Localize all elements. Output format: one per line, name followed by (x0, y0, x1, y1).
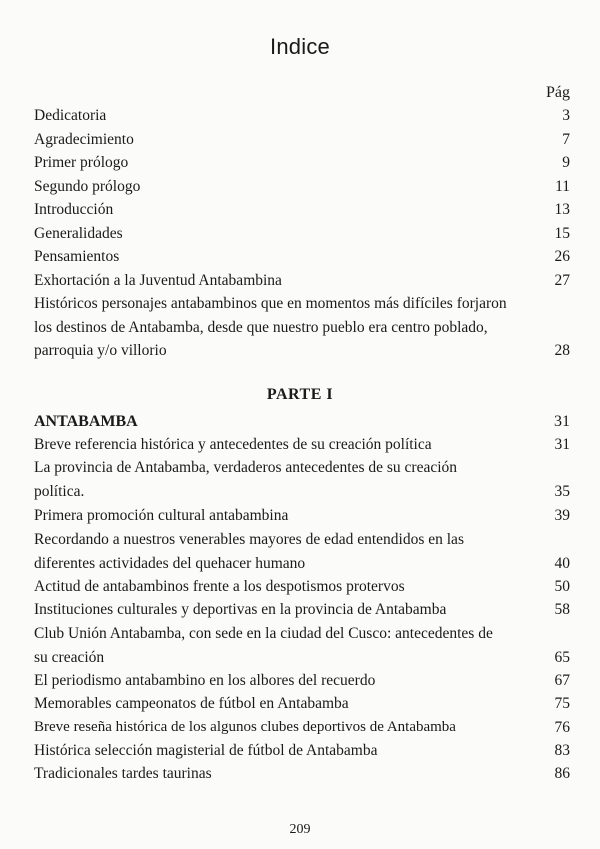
toc-entry (34, 292, 570, 363)
toc-entry (34, 598, 570, 622)
toc-entry-page: 35 (554, 482, 570, 500)
toc-entry (34, 245, 570, 269)
toc-entry-page: 83 (554, 742, 570, 759)
toc-entry-page: 39 (554, 507, 570, 524)
toc-entry (34, 104, 570, 128)
toc-entry-title: Actitud de antabambinos frente a los despotismos protervos (34, 578, 405, 595)
toc-entry-page: 9 (562, 154, 570, 171)
toc-entry (34, 669, 570, 693)
toc-entry (34, 762, 570, 786)
toc-entry-title: Dedicatoria (34, 107, 107, 124)
part-heading: PARTE I (266, 386, 334, 403)
toc-entry (34, 128, 570, 152)
toc-entry-title: ANTABAMBA (34, 413, 138, 430)
toc-entry-title: Introducción (34, 201, 114, 218)
toc-entry (34, 151, 570, 175)
toc-entry-title: Tradicionales tardes taurinas (34, 765, 212, 782)
toc-entry-page: 15 (554, 225, 570, 242)
toc-entry-title: El periodismo antabambino en los albores del recuerdo (34, 672, 376, 689)
toc-entry (34, 528, 570, 575)
toc-entry (34, 456, 570, 503)
toc-section-heading (34, 410, 570, 434)
toc-entry-title: Primer prólogo (34, 154, 129, 171)
toc-entry-title: Pensamientos (34, 248, 120, 265)
toc-entry (34, 716, 570, 740)
toc-entry-page: 67 (554, 672, 570, 689)
toc-entry (34, 622, 570, 669)
toc-entry-page: 3 (562, 107, 570, 124)
toc-entry-title: Primera promoción cultural antabambina (34, 507, 289, 524)
toc-entry-title: La provincia de Antabamba, verdaderos antecedentes de su creación política. (34, 459, 458, 500)
toc-entry-title: Histórica selección magisterial de fútbol de Antabamba (34, 742, 378, 759)
toc-entry-page: 31 (554, 413, 570, 430)
page-title: Indice (270, 34, 330, 59)
toc-entry-page: 65 (554, 648, 570, 666)
toc-entry-page: 75 (554, 695, 570, 712)
toc-entry-page: 7 (562, 131, 570, 148)
toc-entry (34, 198, 570, 222)
toc-entry-title: Club Unión Antabamba, con sede en la ciudad del Cusco: antecedentes de su creación (34, 625, 493, 666)
toc-entry (34, 269, 570, 293)
toc-entry-page: 31 (554, 436, 570, 453)
toc-entry-title: Agradecimiento (34, 131, 134, 148)
toc-entry-title: Exhortación a la Juventud Antabambina (34, 272, 282, 289)
toc-entry-title: Breve referencia histórica y antecedentes de su creación política (34, 436, 432, 453)
toc-entry-page: 76 (554, 719, 570, 736)
toc-entry-page: 26 (554, 248, 570, 265)
toc-entry-page: 11 (555, 178, 570, 195)
toc-entry-page: 58 (554, 601, 570, 618)
toc-entry-title: Históricos personajes antabambinos que en momentos más difíciles forjaron los destinos de Antabamba, desde que nuestro pueblo era centro poblado, parroquia y/o villorio (34, 295, 507, 359)
toc-entry (34, 692, 570, 716)
toc-entry-page: 27 (554, 272, 570, 289)
toc-entry-title: Instituciones culturales y deportivas en la provincia de Antabamba (34, 601, 447, 618)
page-number: 209 (289, 822, 311, 837)
toc-entry (34, 175, 570, 199)
toc-entry-page: 28 (554, 342, 570, 359)
toc-entry (34, 222, 570, 246)
toc-entry (34, 504, 570, 528)
toc-entry (34, 575, 570, 599)
toc-entry-page: 13 (554, 201, 570, 218)
toc-entry-title: Recordando a nuestros venerables mayores de edad entendidos en las diferentes actividades del quehacer humano (34, 531, 464, 572)
toc-entry-title: Breve reseña histórica de los algunos clubes deportivos de Antabamba (34, 719, 456, 735)
toc-entry-page: 86 (554, 765, 570, 782)
toc-entry-page: 50 (554, 578, 570, 595)
toc-entry-title: Memorables campeonatos de fútbol en Antabamba (34, 695, 349, 712)
toc-entry (34, 739, 570, 763)
toc-entry-page: 40 (554, 554, 570, 572)
toc-entry-title: Generalidades (34, 225, 123, 242)
toc-entry (34, 433, 570, 457)
toc-entry-title: Segundo prólogo (34, 178, 141, 195)
page-column-label: Pág (546, 84, 570, 101)
